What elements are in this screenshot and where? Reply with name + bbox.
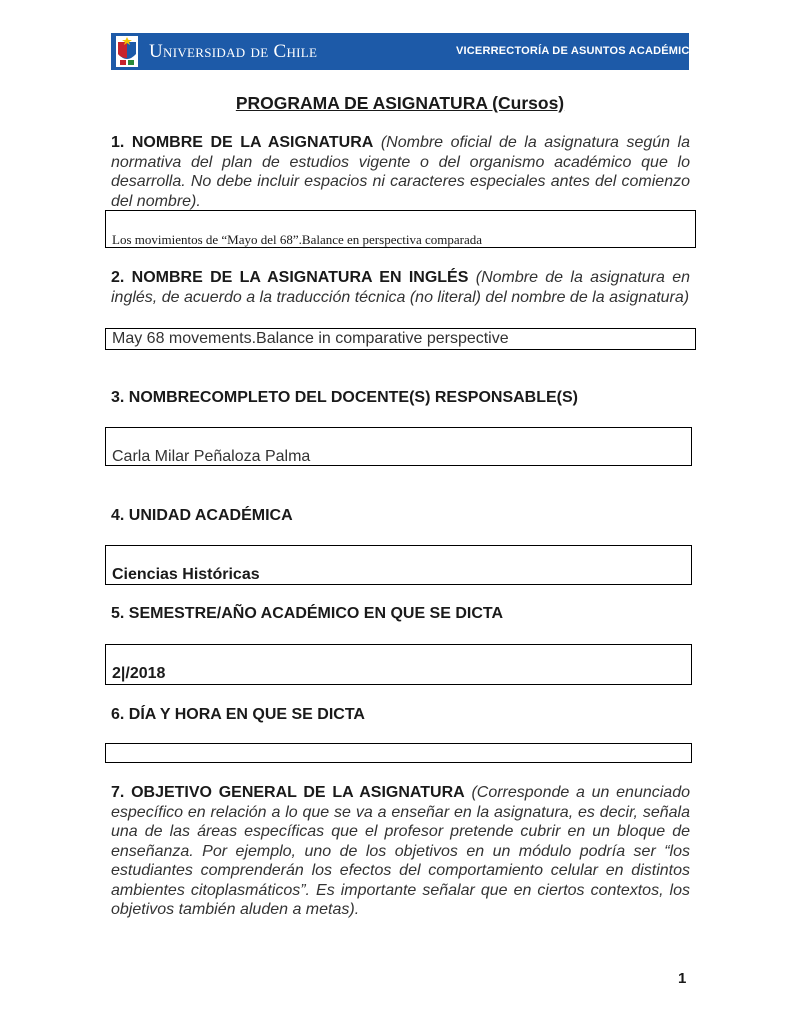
section-2-label: 2. NOMBRE DE LA ASIGNATURA EN INGLÉS bbox=[111, 269, 469, 286]
section-2-value: May 68 movements.Balance in comparative perspective bbox=[112, 330, 509, 347]
section-4-value: Ciencias Históricas bbox=[112, 566, 260, 583]
university-seal-icon bbox=[116, 36, 138, 67]
section-7-label: 7. OBJETIVO GENERAL DE LA ASIGNATURA bbox=[111, 784, 465, 801]
section-1-field[interactable] bbox=[105, 210, 696, 248]
section-2-heading bbox=[111, 268, 690, 307]
section-5-field[interactable] bbox=[105, 644, 692, 685]
section-1-value: Los movimientos de “Mayo del 68”.Balance en perspectiva comparada bbox=[112, 232, 483, 247]
section-4-label: 4. UNIDAD ACADÉMICA bbox=[111, 507, 293, 524]
section-1-heading bbox=[111, 133, 690, 211]
header-banner bbox=[111, 33, 706, 70]
section-2-hint: (Nombre de la asignatura en inglés, de acuerdo a la traducción técnica (no literal) del nombre de la asignatura) bbox=[111, 269, 691, 306]
section-6-field[interactable] bbox=[105, 743, 692, 763]
section-7-hint: (Corresponde a un enunciado específico en relación a lo que se va a enseñar en la asignatura, es decir, señala una de las áreas específicas que el profesor pretende cubrir en un bloque de enseñanza. Por ejemplo, uno de los objetivos en un módulo podría ser “los estudiantes comprenderán los efectos del comportamiento celular en distintos ambientes citoplasmáticos”. Es importante señalar que en ciertos contextos, los objetivos también aluden a metas). bbox=[111, 784, 691, 918]
document-title: PROGRAMA DE ASIGNATURA (Cursos) bbox=[235, 93, 565, 113]
section-1-label: 1. NOMBRE DE LA ASIGNATURA bbox=[111, 134, 374, 151]
section-1-hint: (Nombre oficial de la asignatura según la normativa del plan de estudios vigente o del organismo académico que lo desarrolla. No debe incluir espacios ni caracteres especiales antes del comienzo del nombre). bbox=[111, 134, 691, 210]
section-5-label: 5. SEMESTRE/AÑO ACADÉMICO EN QUE SE DICTA bbox=[111, 605, 504, 622]
section-3-value: Carla Milar Peñaloza Palma bbox=[112, 448, 311, 465]
section-7-heading bbox=[111, 783, 690, 920]
section-6-label: 6. DÍA Y HORA EN QUE SE DICTA bbox=[111, 706, 365, 723]
section-3-field[interactable] bbox=[105, 427, 692, 466]
section-5-value: 2|/2018 bbox=[112, 665, 166, 682]
section-2-field[interactable] bbox=[105, 328, 696, 350]
page-number: 1 bbox=[678, 970, 687, 987]
university-name: Universidad de Chile bbox=[149, 41, 318, 62]
section-3-label: 3. NOMBRECOMPLETO DEL DOCENTE(S) RESPONSABLE(S) bbox=[111, 389, 578, 406]
section-4-field[interactable] bbox=[105, 545, 692, 585]
office-name: VICERRECTORÍA DE ASUNTOS ACADÉMICOS bbox=[456, 45, 706, 57]
